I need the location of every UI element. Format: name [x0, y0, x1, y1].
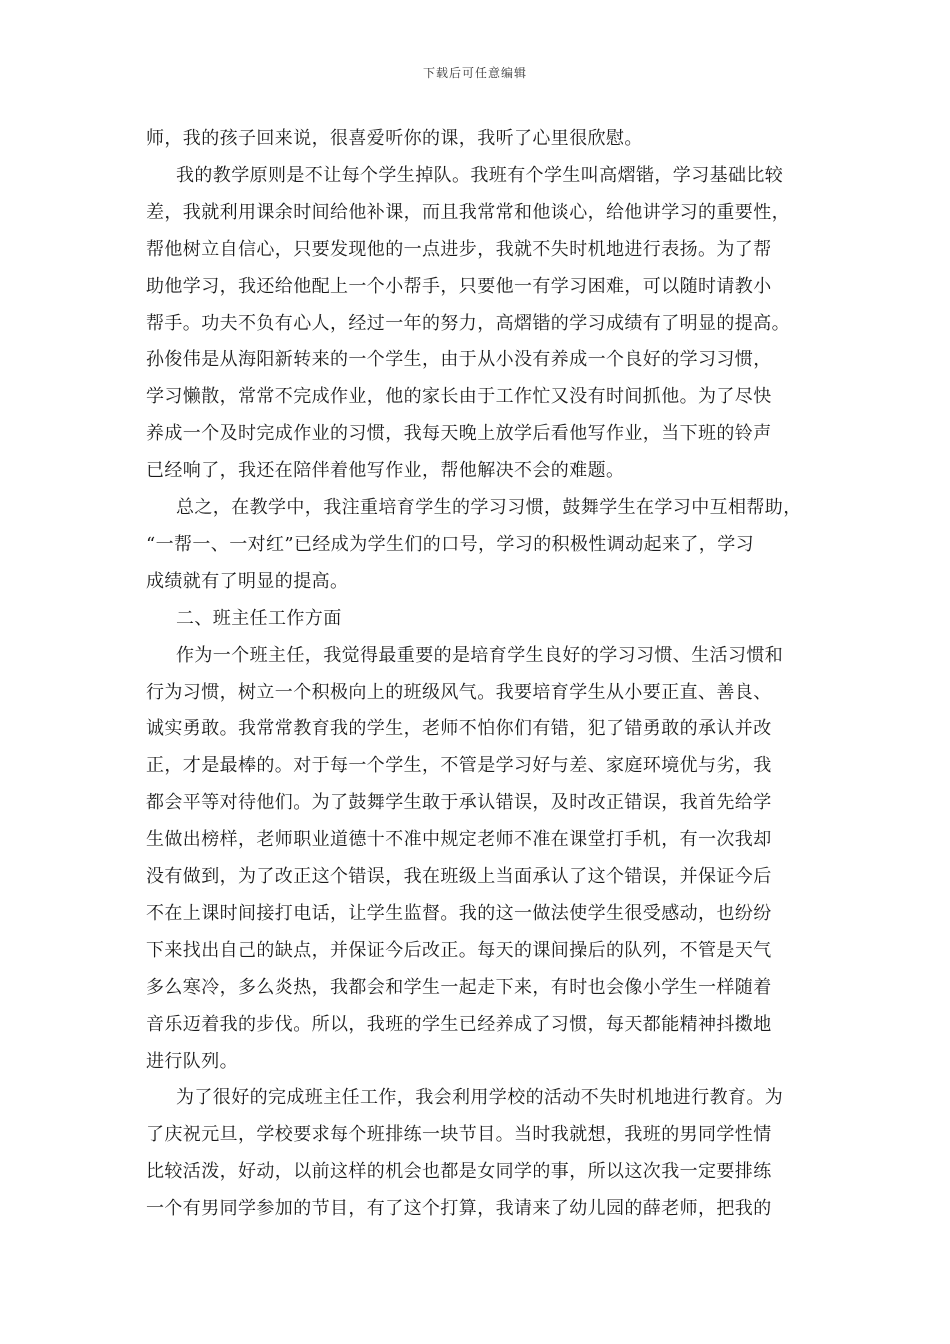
text-line: 正，才是最棒的。对于每一个学生，不管是学习好与差、家庭环境优与劣，我 [146, 755, 772, 777]
text-line: 差，我就利用课余时间给他补课，而且我常常和他谈心，给他讲学习的重要性， [146, 201, 790, 223]
text-line: 进行队列。 [146, 1050, 238, 1072]
text-line: 我的教学原则是不让每个学生掉队。我班有个学生叫高熠锴，学习基础比较 [176, 164, 784, 186]
text-line: 比较活泼，好动，以前这样的机会也都是女同学的事，所以这次我一定要排练 [146, 1161, 772, 1183]
text-line: 下来找出自己的缺点，并保证今后改正。每天的课间操后的队列，不管是天气 [146, 939, 772, 961]
text-line: 诚实勇敢。我常常教育我的学生，老师不怕你们有错，犯了错勇敢的承认并改 [146, 718, 772, 740]
text-line: 助他学习，我还给他配上一个小帮手，只要他一有学习困难，可以随时请教小 [146, 275, 772, 297]
text-line: 音乐迈着我的步伐。所以，我班的学生已经养成了习惯，每天都能精神抖擞地 [146, 1013, 772, 1035]
text-line: 总之，在教学中，我注重培育学生的学习习惯，鼓舞学生在学习中互相帮助， [176, 497, 802, 518]
text-line: 作为一个班主任，我觉得最重要的是培育学生良好的学习习惯、生活习惯和 [176, 644, 784, 666]
text-line: 没有做到，为了改正这个错误，我在班级上当面承认了这个错误，并保证今后 [146, 866, 772, 887]
text-line: “一帮一、一对红”已经成为学生们的口号，学习的积极性调动起来了，学习 [146, 533, 755, 555]
text-line: 行为习惯，树立一个积极向上的班级风气。我要培育学生从小要正直、善良、 [146, 681, 772, 703]
text-line: 了庆祝元旦，学校要求每个班排练一块节目。当时我就想，我班的男同学性情 [146, 1124, 772, 1146]
text-line: 二、班主任工作方面 [176, 607, 342, 629]
text-line: 学习懒散，常常不完成作业，他的家长由于工作忙又没有时间抓他。为了尽快 [146, 386, 772, 408]
text-line: 养成一个及时完成作业的习惯，我每天晚上放学后看他写作业，当下班的铃声 [146, 423, 772, 445]
text-line: 都会平等对待他们。为了鼓舞学生敢于承认错误，及时改正错误，我首先给学 [146, 792, 772, 814]
text-line: 多么寒冷，多么炎热，我都会和学生一起走下来，有时也会像小学生一样随着 [146, 976, 772, 998]
text-line: 孙俊伟是从海阳新转来的一个学生，由于从小没有养成一个良好的学习习惯， [146, 349, 772, 371]
text-line: 帮他树立自信心，只要发现他的一点进步，我就不失时机地进行表扬。为了帮 [146, 238, 772, 260]
text-line: 已经响了，我还在陪伴着他写作业，帮他解决不会的难题。 [146, 460, 625, 482]
text-line: 成绩就有了明显的提高。 [146, 570, 349, 592]
text-line: 一个有男同学参加的节目，有了这个打算，我请来了幼儿园的薛老师，把我的 [146, 1198, 772, 1220]
page-header: 下载后可任意编辑 [422, 66, 527, 80]
text-line: 帮手。功夫不负有心人，经过一年的努力，高熠锴的学习成绩有了明显的提高。 [146, 312, 790, 334]
text-line: 为了很好的完成班主任工作，我会利用学校的活动不失时机地进行教育。为 [176, 1087, 784, 1109]
text-line: 生做出榜样，老师职业道德十不准中规定老师不准在课堂打手机，有一次我却 [146, 829, 772, 851]
text-line: 不在上课时间接打电话，让学生监督。我的这一做法使学生很受感动，也纷纷 [146, 902, 772, 924]
text-line: 师，我的孩子回来说，很喜爱听你的课，我听了心里很欣慰。 [146, 128, 643, 149]
